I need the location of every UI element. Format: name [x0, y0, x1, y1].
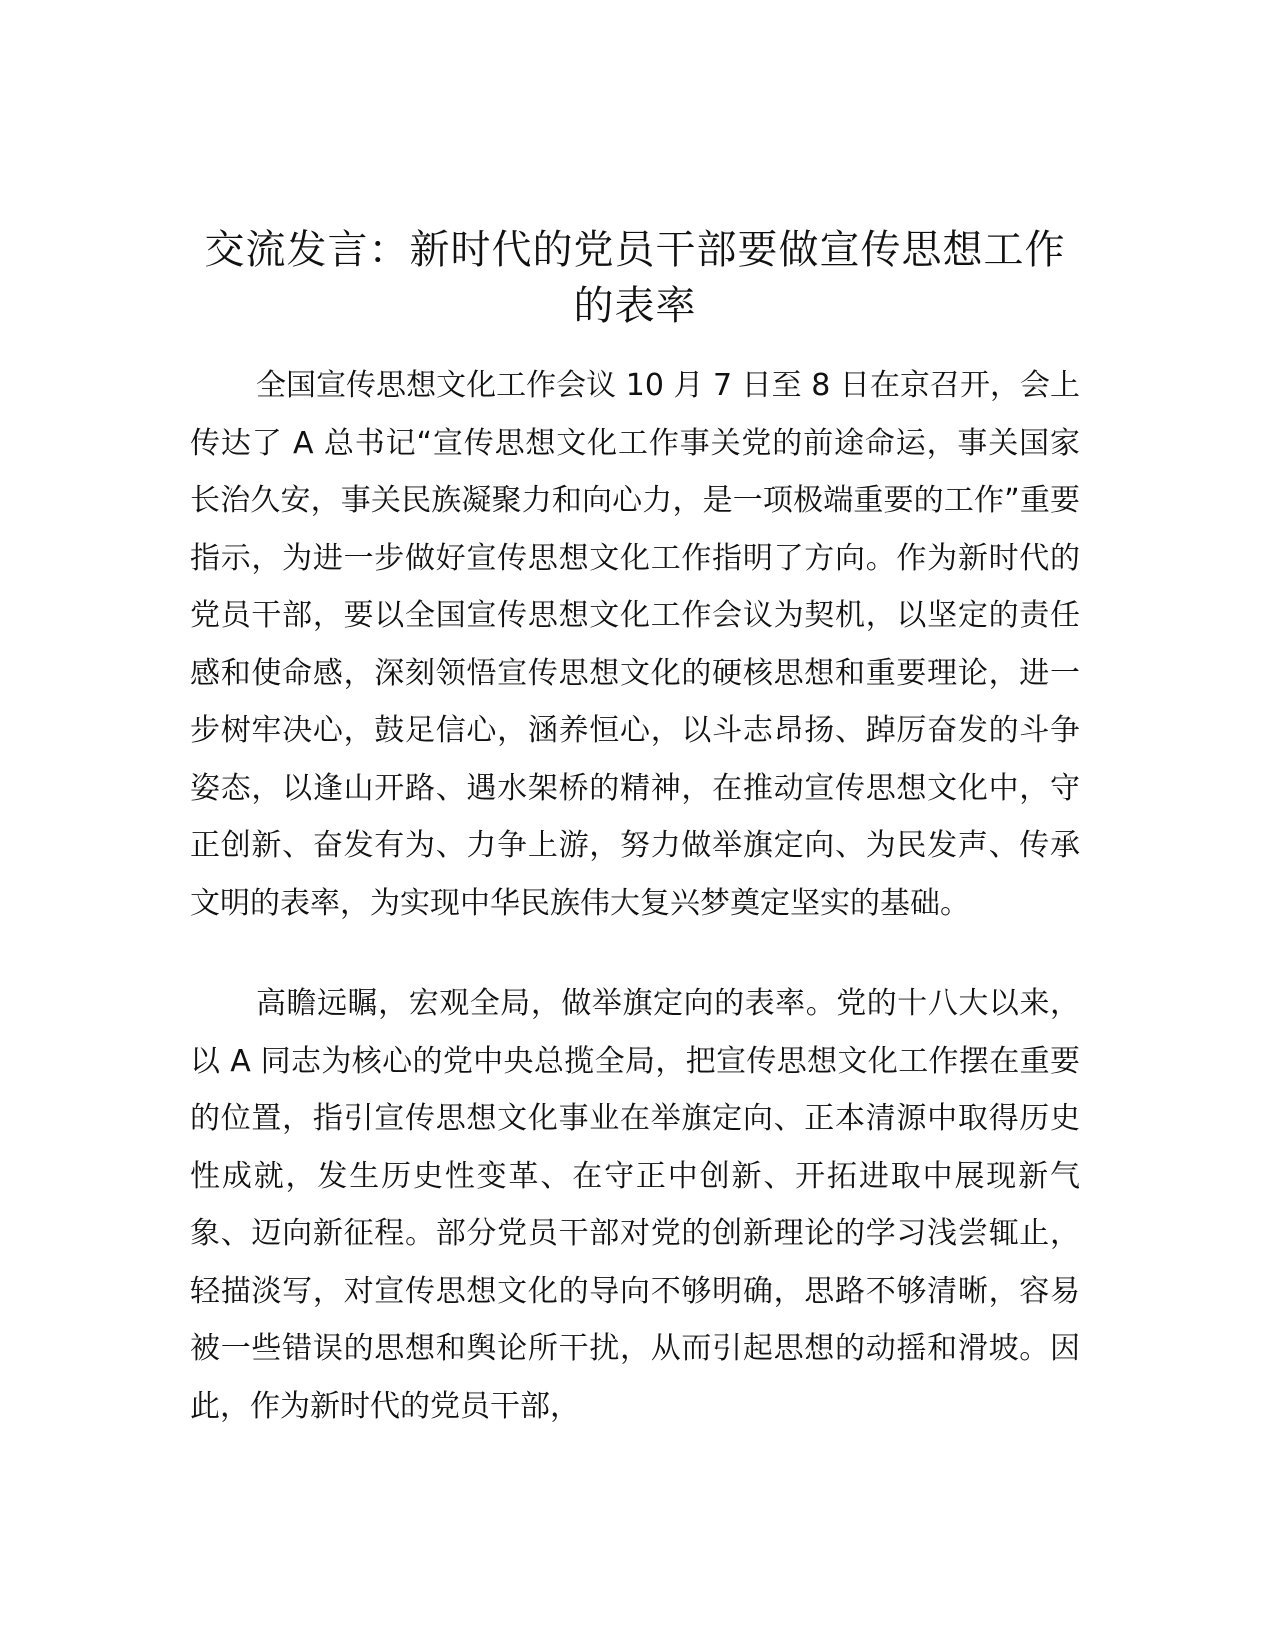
body-paragraph-2 [190, 975, 1080, 1435]
document-title: 交流发言：新时代的党员干部要做宣传思想工作的表率 [204, 227, 1066, 329]
paragraph-text: 高瞻远瞩，宏观全局，做举旗定向的表率。党的十八大以来，以 A 同志为核心的党中央总揽全局，把宣传思想文化工作摆在重要的位置，指引宣传思想文化事业在举旗定向、正本清源中取得历史性成就，发生历史性变革、在守正中创新、开拓进取中展现新气象、迈向新征程。部分党员干部对党的创新理论的学习浅尝辄止，轻描淡写，对宣传思想文化的导向不够明确，思路不够清晰，容易被一些错误的思想和舆论所干扰，从而引起思想的动摇和滑坡。因此，作为新时代的党员干部， [190, 986, 1080, 1424]
paragraph-text: 全国宣传思想文化工作会议 10 月 7 日至 8 日在京召开，会上传达了 A 总书记“宣传思想文化工作事关党的前途命运，事关国家长治久安，事关民族凝聚力和向心力，是一项极端重要的工作”重要指示，为进一步做好宣传思想文化工作指明了方向。作为新时代的党员干部，要以全国宣传思想文化工作会议为契机，以坚定的责任感和使命感，深刻领悟宣传思想文化的硬核思想和重要理论，进一步树牢决心，鼓足信心，涵养恒心，以斗志昂扬、踔厉奋发的斗争姿态，以逢山开路、遇水架桥的精神，在推动宣传思想文化中，守正创新、奋发有为、力争上游，努力做举旗定向、为民发声、传承文明的表率，为实现中华民族伟大复兴梦奠定坚实的基础。 [190, 368, 1080, 921]
body-paragraph-1 [190, 357, 1080, 932]
